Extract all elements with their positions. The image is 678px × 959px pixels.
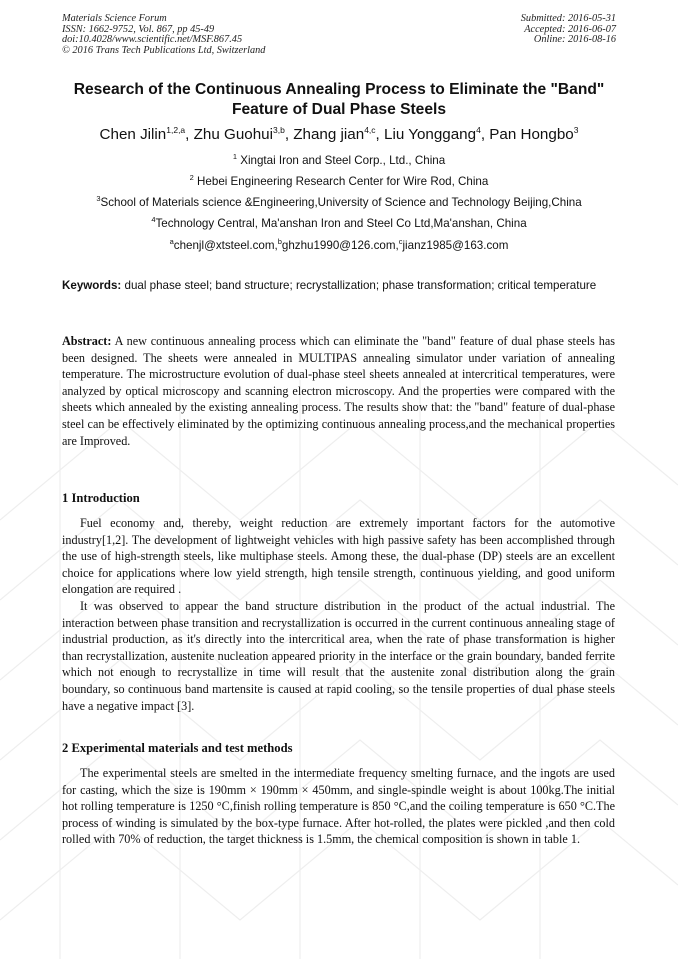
email-sup: b (277, 237, 282, 246)
author-sup: 4,c (364, 125, 376, 135)
abstract-label: Abstract: (62, 334, 112, 348)
date-accepted: Accepted: 2016-06-07 (524, 23, 616, 35)
affiliation-3 (30, 196, 648, 210)
abstract (62, 333, 615, 449)
email-link[interactable]: jianz1985@163.com (402, 239, 509, 252)
affiliation-text: School of Materials science &Engineering,University of Science and Technology Beijing,China (100, 196, 582, 209)
email-sup: c (398, 237, 403, 246)
journal-info (62, 14, 265, 56)
email-link[interactable]: chenjl@xtsteel.com, (173, 239, 278, 252)
affiliation-4 (30, 217, 648, 231)
author-name: Liu Yonggang (384, 126, 477, 143)
author-name: Chen Jilin (99, 126, 167, 143)
email-link[interactable]: ghzhu1990@126.com, (281, 239, 399, 252)
affiliation-text: Technology Central, Ma'anshan Iron and Steel Co Ltd,Ma'anshan, China (155, 217, 527, 230)
date-submitted: Submitted: 2016-05-31 (520, 13, 616, 24)
author-name: Pan Hongbo (489, 126, 574, 143)
keywords-label: Keywords: (62, 279, 122, 292)
author-name: Zhu Guohui (193, 126, 273, 143)
affiliation-sup: 1 (232, 152, 237, 161)
affiliation-sup: 2 (189, 173, 194, 182)
journal-name: Materials Science Forum (62, 13, 167, 24)
section-heading-introduction: 1 Introduction (62, 491, 140, 505)
author-sup: 4 (476, 125, 481, 135)
experimental-body (62, 765, 615, 848)
affiliation-sup: 4 (151, 215, 156, 224)
author-sup: 3,b (272, 125, 285, 135)
section-heading-experimental: 2 Experimental materials and test methods (62, 741, 293, 755)
affiliation-sup: 3 (96, 194, 101, 203)
paper-title (50, 80, 628, 120)
affiliation-text: Hebei Engineering Research Center for Wire Rod, China (193, 175, 489, 188)
author-sep: , (480, 126, 490, 143)
paragraph: Fuel economy and, thereby, weight reduction are extremely important factors for the automotive industry[1,2]. The development of lightweight vehicles with high passive safety has been accomplished through the use of high-strength steels, like multiphase steels. Among these, the dual-phase (DP) steels are an excellent choice for applications where low yield strength, high tensile strength, continuous yielding, and good uniform elongation are required . (62, 516, 615, 597)
title-line-2: Feature of Dual Phase Steels (231, 101, 447, 118)
date-online: Online: 2016-08-16 (533, 34, 616, 46)
affiliation-2 (30, 175, 648, 189)
paragraph: It was observed to appear the band structure distribution in the product of the actual industrial. The interaction between phase transition and recrystallization is occurred in the current continuous annealing stage of industrial production, as it's directly into the intercritical area, when the rate of phase transformation is higher than recrystallization, austenite nucleation appeared priority in the interface or the grain boundary, banded ferrite which not enough to recrystallize in time will result that the austenite zonal distribution along the grain boundary, so continuous band martensite is caused at rapid cooling, so the tensile properties of dual phase steels have a negative impact [3]. (62, 598, 615, 713)
journal-issn: ISSN: 1662-9752, Vol. 867, pp 45-49 (62, 23, 215, 35)
author-sup: 3 (573, 125, 579, 135)
author-sup: 1,2,a (166, 125, 186, 135)
email-list (30, 239, 648, 253)
title-line-1: Research of the Continuous Annealing Process to Eliminate the "Band" (73, 81, 605, 98)
author-list (40, 125, 638, 145)
author-sep: , (185, 126, 194, 143)
keywords (62, 277, 615, 294)
email-sup: a (169, 237, 174, 246)
journal-doi: doi:10.4028/www.scientific.net/MSF.867.45 (62, 34, 243, 46)
journal-copyright: © 2016 Trans Tech Publications Ltd, Switzerland (62, 44, 266, 56)
affiliation-1 (30, 154, 648, 168)
publication-dates (521, 14, 616, 46)
author-name: Zhang jian (293, 126, 365, 143)
author-sep: , (375, 126, 384, 143)
introduction-body (62, 515, 615, 714)
abstract-text: A new continuous annealing process which can eliminate the "band" feature of dual phase steels has been designed. The sheets were annealed in MULTIPAS annealing simulator under variation of annealing temperature. The microstructure evolution of dual-phase steel sheets annealed at intercritical temperatures, were analyzed by optical microscopy and scanning electron microscopy. And the properties were compared with the sheets which annealed by the existing annealing process. The results show that: the "band" feature of dual-phase steel can be effectively eliminated by the optimizing continuous annealing process,and the mechanical properties are Improved. (62, 334, 615, 448)
affiliation-text: Xingtai Iron and Steel Corp., Ltd., China (237, 154, 446, 167)
author-sep: , (284, 126, 294, 143)
paragraph: The experimental steels are smelted in the intermediate frequency smelting furnace, and the ingots are used for casting, which the size is 190mm × 190mm × 450mm, and single-spindle weight is about 100kg.The initial hot rolling temperature is 1250 °C,finish rolling temperature is 850 °C,and the coiling temperature is 650 °C.The process of winding is simulated by the box-type furnace. After hot-rolled, the plates were pickled ,and then cold rolled with 70% of reduction, the target thickness is 1.5mm, the chemical composition is shown in table 1. (62, 766, 615, 847)
keywords-text: dual phase steel; band structure; recrystallization; phase transformation; critical temperature (121, 279, 597, 292)
